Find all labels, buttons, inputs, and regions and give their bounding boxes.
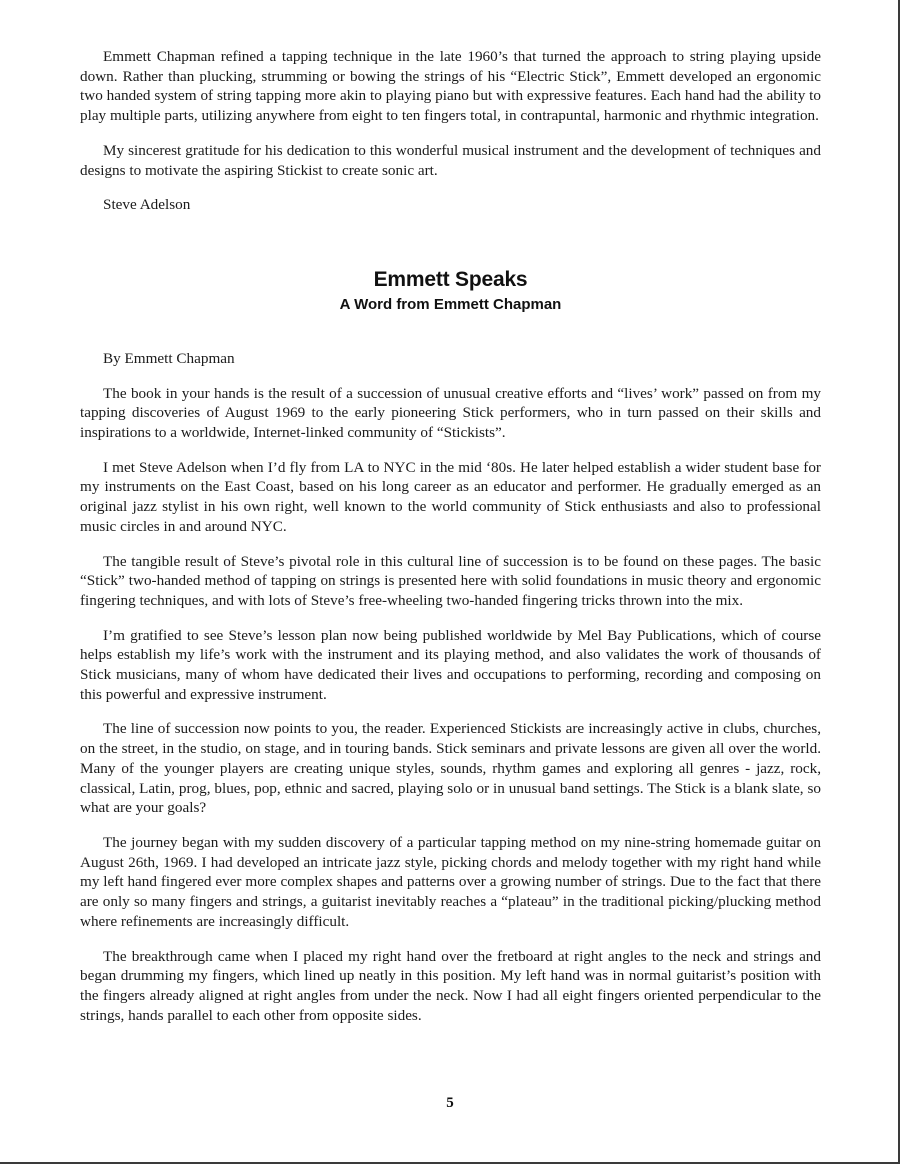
intro-paragraph: Emmett Chapman refined a tapping technique in the late 1960’s that turned the approach to string playing upside down. Rather than plucking, strumming or bowing the strings of his “Electric Stick”, Emmett developed an ergonomic two handed system of string tapping more akin to playing piano but with expressive features. Each hand had the ability to play multiple parts, utilizing anywhere from eight to ten fingers total, in contrapuntal, harmonic and rhythmic integration. bbox=[80, 48, 821, 125]
body-paragraph: The line of succession now points to you, the reader. Experienced Stickists are increasingly active in clubs, churches, on the street, in the studio, on stage, and in touring bands. Stick seminars and private lessons are given all over the world. Many of the younger players are creating unique styles, sounds, rhythm games and exploring all genres - jazz, rock, classical, Latin, prog, blues, pop, ethnic and sacred, playing solo or in unusual band settings. The Stick is a blank slate, so what are your goals? bbox=[80, 720, 821, 817]
page-number: 5 bbox=[446, 1095, 454, 1111]
section-subtitle: A Word from Emmett Chapman bbox=[339, 295, 562, 313]
body-paragraph: The breakthrough came when I placed my right hand over the fretboard at right angles to the neck and strings and began drumming my fingers, which lined up neatly in this position. My left hand was in normal guitarist’s position with the fingers already aligned at right angles from under the neck. Now I had all eight fingers oriented perpendicular to the strings, hands parallel to each other from opposite sides. bbox=[80, 947, 821, 1024]
section-title: Emmett Speaks bbox=[373, 267, 528, 291]
byline: By Emmett Chapman bbox=[103, 349, 235, 367]
body-paragraph: I met Steve Adelson when I’d fly from LA to NYC in the mid ‘80s. He later helped establish a wider student base for my instruments on the East Coast, based on his long career as an educator and performer. He gradually emerged as an original jazz stylist in his own right, well known to the world community of Stick enthusiasts and also to professional music circles in and around NYC. bbox=[80, 458, 821, 535]
body-paragraph: The tangible result of Steve’s pivotal role in this cultural line of succession is to be found on these pages. The basic “Stick” two-handed method of tapping on strings is presented here with solid foundations in music theory and ergonomic fingering techniques, and with lots of Steve’s free-wheeling two-handed fingering tricks thrown into the mix. bbox=[80, 552, 821, 609]
body-paragraph: The journey began with my sudden discovery of a particular tapping method on my nine-string homemade guitar on August 26th, 1969. I had developed an intricate jazz style, picking chords and melody together with my right hand while my left hand fingered ever more complex shapes and patterns over a growing number of strings. Due to the fact that there are only so many fingers and strings, a guitarist inevitably reaches a “plateau” in the traditional picking/plucking method where refinements are increasingly difficult. bbox=[80, 833, 821, 930]
intro-signature: Steve Adelson bbox=[103, 196, 191, 214]
page-content bbox=[80, 47, 821, 1025]
body-paragraph: The book in your hands is the result of a succession of unusual creative efforts and “lives’ work” passed on from my tapping discoveries of August 1969 to the early pioneering Stick performers, who in turn passed on their skills and inspirations to a worldwide, Internet-linked community of “Stickists”. bbox=[80, 384, 821, 442]
intro-paragraph: My sincerest gratitude for his dedication to this wonderful musical instrument and the development of techniques and designs to motivate the aspiring Stickist to create sonic art. bbox=[80, 141, 821, 179]
body-paragraph: I’m gratified to see Steve’s lesson plan now being published worldwide by Mel Bay Publications, which of course helps establish my life’s work with the instrument and its playing method, and also validates the work of thousands of Stick musicians, many of whom have dedicated their lives and occupations to performing, recording and composing on this powerful and expressive instrument. bbox=[80, 626, 821, 703]
